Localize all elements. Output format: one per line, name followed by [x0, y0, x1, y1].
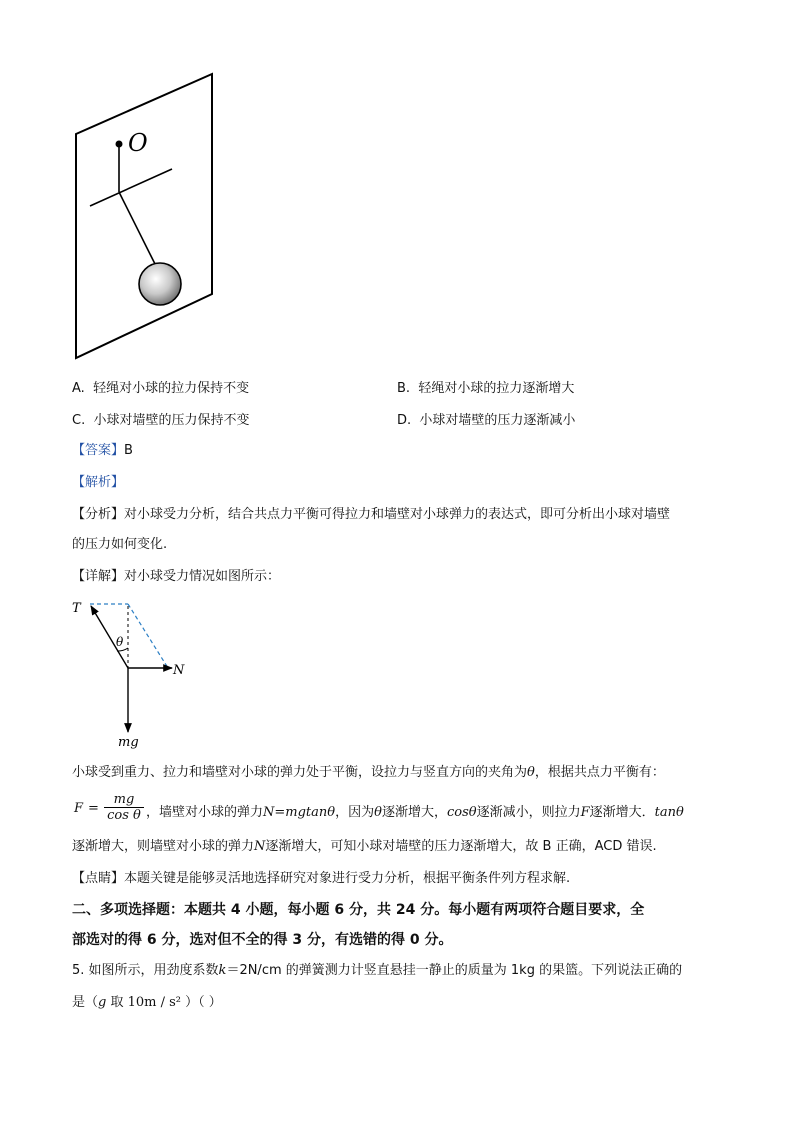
dashed-diagonal	[128, 604, 168, 668]
ball	[139, 263, 181, 305]
label-n: N	[173, 663, 185, 678]
formula-rest: ，墙壁对小球的弹力N=mgtanθ，因为θ逐渐增大，cosθ逐渐减小，则拉力F逐渐增大．tanθ	[146, 805, 684, 820]
fenxi-line-1: 【分析】对小球受力分析，结合共点力平衡可得拉力和墙壁对小球弹力的表达式，即可分析出小球对墙壁	[72, 507, 671, 522]
q5-line-2: 是（g 取 10m / s² ）（ ）	[72, 995, 222, 1010]
answer-line	[72, 442, 133, 460]
analysis-tag: 【解析】	[72, 475, 125, 490]
wall-cross-line	[90, 169, 172, 206]
option-d: D. 小球对墙壁的压力逐渐减小	[397, 413, 576, 428]
body-line-3: 逐渐增大，则墙壁对小球的弹力N逐渐增大，可知小球对墙壁的压力逐渐增大，故 B 正确，ACD 错误.	[72, 839, 657, 854]
formula-denominator: cos θ	[107, 808, 141, 823]
dianjing-tag: 【点睛】	[72, 871, 125, 886]
body-line-1: 小球受到重力、拉力和墙壁对小球的弹力处于平衡，设拉力与竖直方向的夹角为θ，根据共点力平衡有：	[72, 765, 665, 780]
fenxi-tag: 【分析】	[72, 507, 125, 522]
section2-line-1: 二、多项选择题：本题共 4 小题，每小题 6 分，共 24 分。每小题有两项符合题目要求，全	[72, 902, 645, 918]
label-mg: mg	[118, 735, 139, 750]
wall-pendulum-figure	[60, 64, 230, 374]
section2-line-2: 部选对的得 6 分，选对但不全的得 3 分，有选错的得 0 分。	[72, 932, 453, 948]
option-a: A. 轻绳对小球的拉力保持不变	[72, 381, 250, 396]
point-o-label: O	[128, 129, 148, 157]
formula-eq: =	[88, 801, 99, 816]
xiangjie-tag: 【详解】	[72, 569, 125, 584]
formula-numerator: mg	[104, 792, 144, 808]
xiangjie-line: 【详解】对小球受力情况如图所示：	[72, 569, 281, 584]
option-b: B. 轻绳对小球的拉力逐渐增大	[397, 381, 575, 396]
fenxi-line-2: 的压力如何变化.	[72, 537, 168, 552]
analysis-line	[72, 474, 124, 492]
label-theta: θ	[116, 635, 124, 649]
wall-plane	[76, 74, 212, 358]
answer-tag: 【答案】	[72, 443, 125, 458]
force-diagram	[66, 594, 196, 752]
option-c: C. 小球对墙壁的压力保持不变	[72, 413, 250, 428]
rope	[119, 192, 155, 264]
dianjing-line: 【点睛】本题关键是能够灵活地选择研究对象进行受力分析，根据平衡条件列方程求解.	[72, 871, 571, 886]
answer-value: B	[124, 443, 133, 458]
label-t: T	[72, 601, 81, 616]
formula-f: F	[74, 801, 84, 816]
pivot-point-o	[116, 141, 123, 148]
formula-fraction	[104, 792, 144, 824]
q5-line-1: 5. 如图所示，用劲度系数k＝2N/cm 的弹簧测力计竖直悬挂一静止的质量为 1kg 的果篮。下列说法正确的	[72, 963, 683, 978]
